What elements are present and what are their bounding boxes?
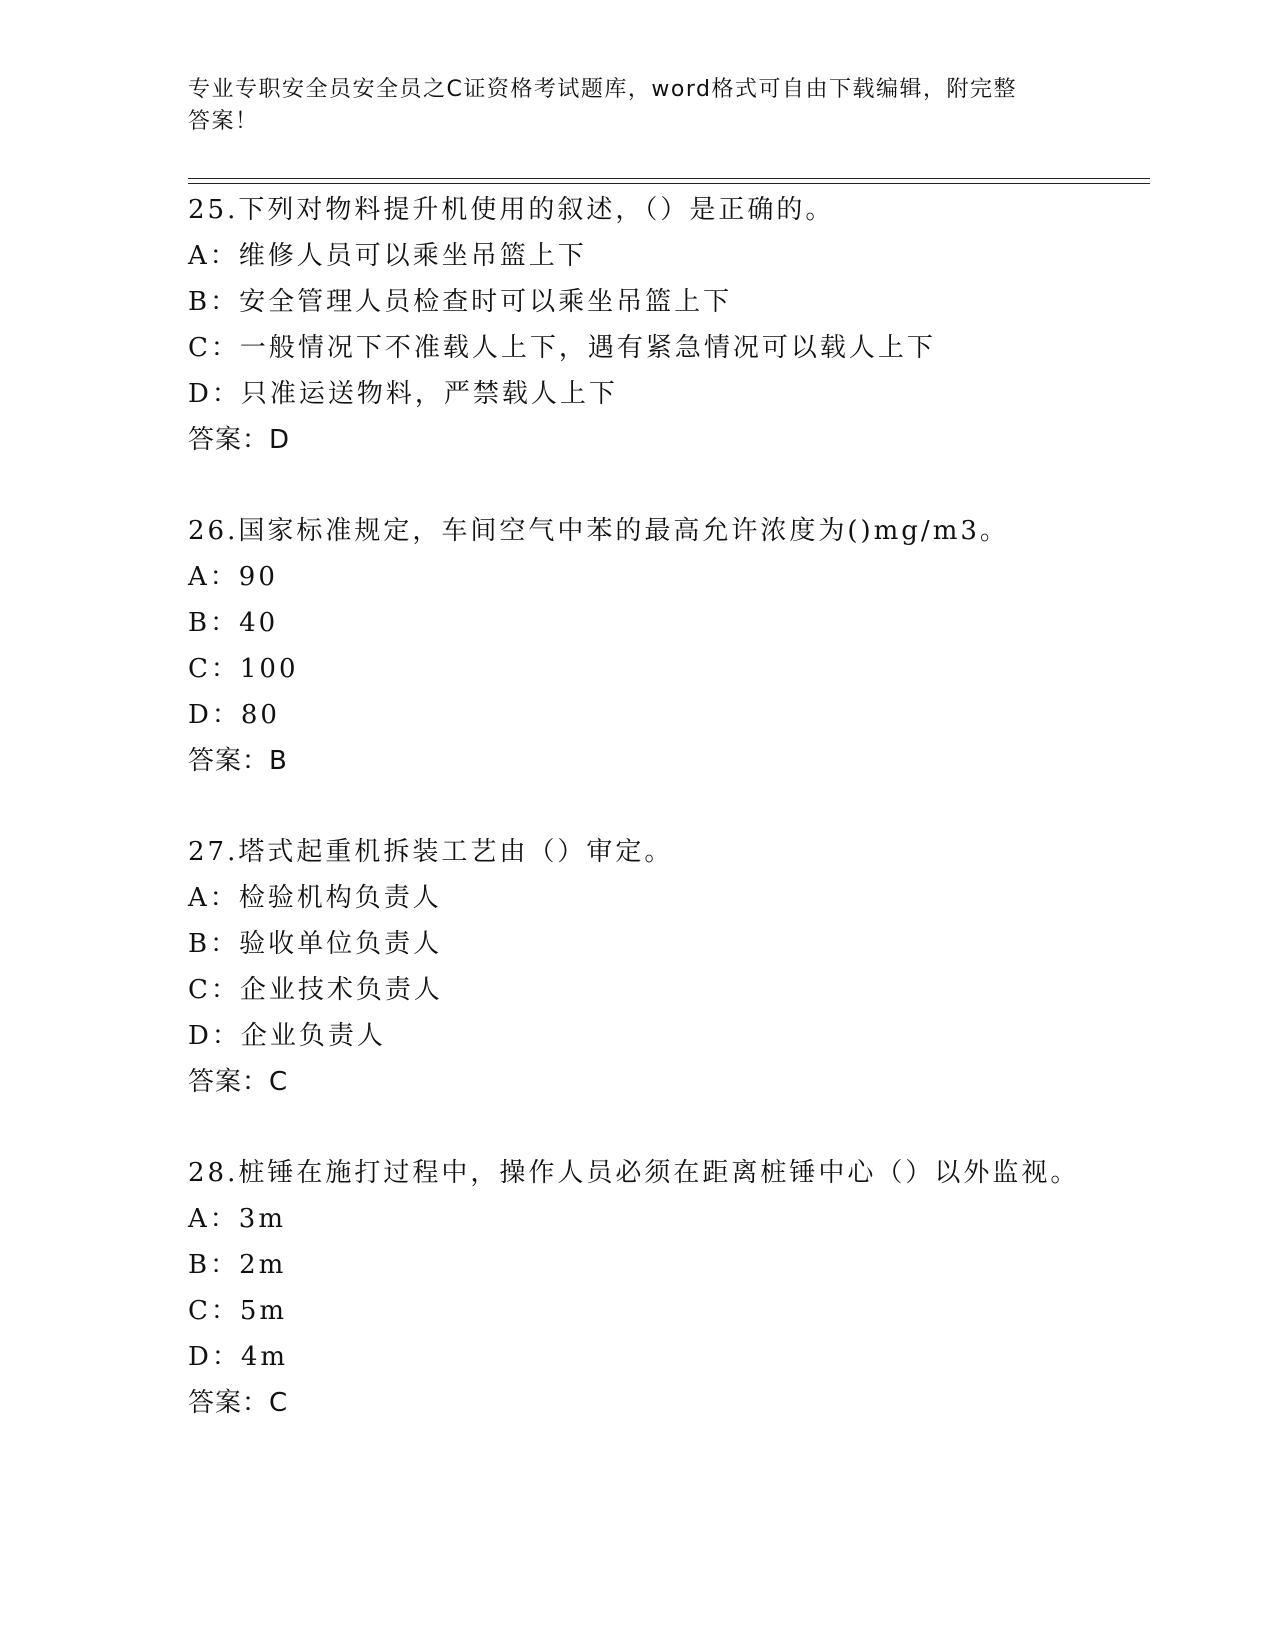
- option-c: C：企业技术负责人: [188, 975, 443, 1005]
- option-b: B：40: [188, 608, 279, 638]
- option-a: A：3m: [188, 1204, 286, 1234]
- answer-line: 答案：D: [188, 425, 291, 455]
- header-line-1: 专业专职安全员安全员之C证资格考试题库，word格式可自由下载编辑，附完整: [188, 77, 1017, 102]
- option-b: B：安全管理人员检查时可以乘坐吊篮上下: [188, 287, 733, 317]
- option-b: B：验收单位负责人: [188, 929, 443, 959]
- question-stem: 27.塔式起重机拆装工艺由（）审定。: [188, 837, 674, 867]
- header-divider-top: [188, 178, 1150, 179]
- answer-line: 答案：C: [188, 1388, 289, 1418]
- option-a: A：检验机构负责人: [188, 883, 442, 913]
- option-d: D：80: [188, 700, 280, 730]
- question-block: [188, 508, 1150, 784]
- option-a: A：90: [188, 562, 278, 592]
- option-c: C：5m: [188, 1296, 288, 1326]
- option-c: C：一般情况下不准载人上下，遇有紧急情况可以载人上下: [188, 333, 936, 363]
- option-b: B：2m: [188, 1250, 287, 1280]
- option-d: D：只准运送物料，严禁载人上下: [188, 379, 618, 409]
- question-stem: 28.桩锤在施打过程中，操作人员必须在距离桩锤中心（）以外监视。: [188, 1158, 1080, 1188]
- option-d: D：4m: [188, 1342, 289, 1372]
- option-a: A：维修人员可以乘坐吊篮上下: [188, 241, 587, 271]
- header-line-2: 答案！: [188, 109, 259, 134]
- option-c: C：100: [188, 654, 299, 684]
- header-divider-bottom: [188, 183, 1150, 184]
- question-stem: 25.下列对物料提升机使用的叙述，（）是正确的。: [188, 195, 835, 225]
- answer-line: 答案：C: [188, 1067, 289, 1097]
- option-d: D：企业负责人: [188, 1021, 386, 1051]
- question-block: [188, 829, 1150, 1105]
- document-header: [188, 74, 1068, 138]
- question-stem: 26.国家标准规定，车间空气中苯的最高允许浓度为()mg/m3。: [188, 516, 1009, 546]
- question-block: [188, 187, 1150, 463]
- answer-line: 答案：B: [188, 746, 288, 776]
- question-block: [188, 1150, 1150, 1426]
